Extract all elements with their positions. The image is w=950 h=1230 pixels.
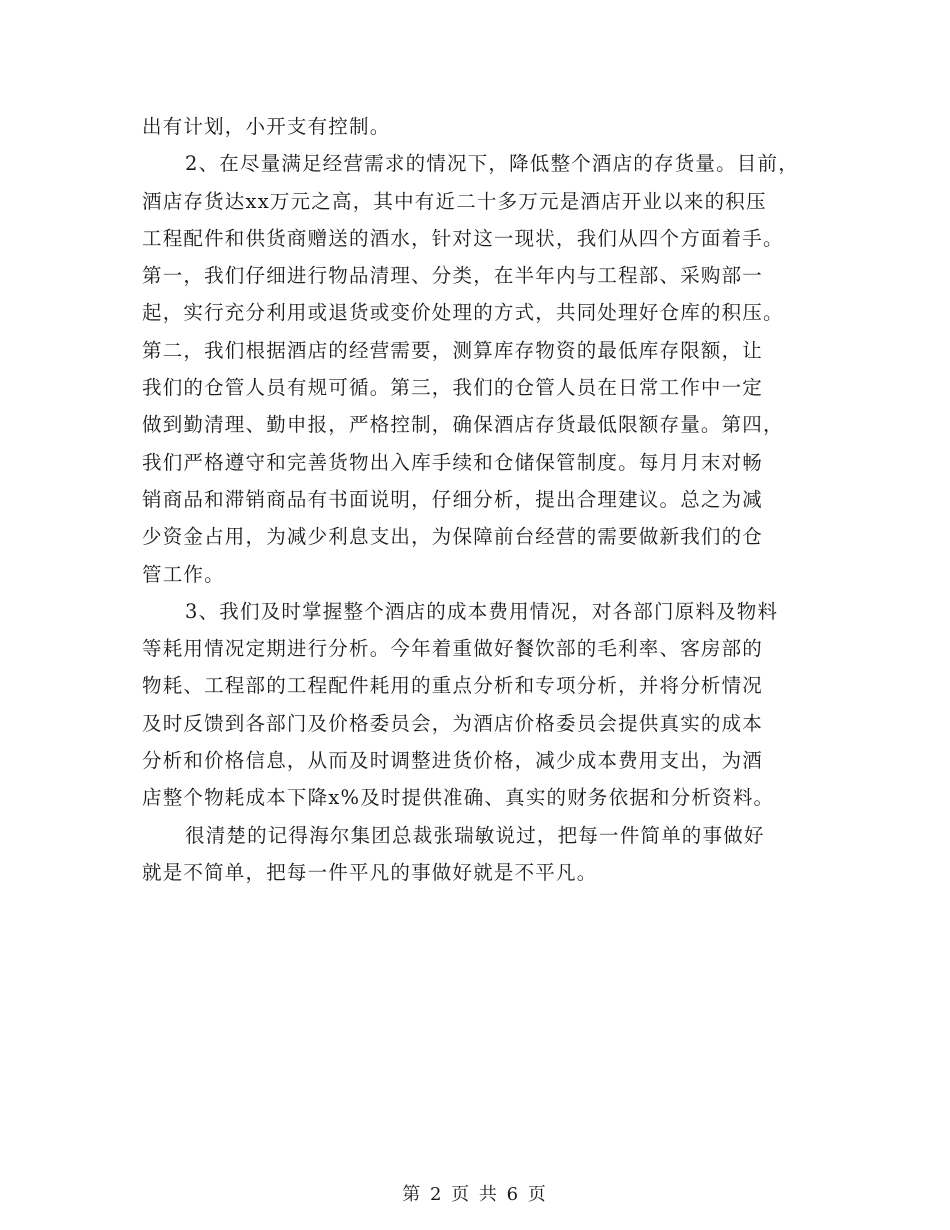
- text-line: 酒店存货达xx万元之高，其中有近二十多万元是酒店开业以来的积压: [142, 189, 767, 213]
- text-line: 我们严格遵守和完善货物出入库手续和仓储保管制度。每月月末对畅: [142, 450, 764, 474]
- text-line: 很清楚的记得海尔集团总裁张瑞敏说过，把每一件简单的事做好: [185, 823, 765, 847]
- text-line: 出有计划，小开支有控制。: [142, 115, 391, 138]
- text-line: 2、在尽量满足经营需求的情况下，降低整个酒店的存货量。目前，: [185, 152, 799, 176]
- text-line: 做到勤清理、勤申报，严格控制，确保酒店存货最低限额存量。第四，: [142, 413, 784, 437]
- text-line: 销商品和滞销商品有书面说明，仔细分析，提出合理建议。总之为减: [142, 487, 764, 511]
- text-line: 及时反馈到各部门及价格委员会，为酒店价格委员会提供真实的成本: [142, 711, 764, 735]
- text-line: 3、我们及时掌握整个酒店的成本费用情况，对各部门原料及物料: [185, 599, 779, 623]
- page-number-footer: 第 2 页 共 6 页: [402, 1184, 548, 1205]
- text-line: 管工作。: [142, 562, 225, 586]
- text-line: 等耗用情况定期进行分析。今年着重做好餐饮部的毛利率、客房部的: [142, 637, 764, 661]
- text-line: 物耗、工程部的工程配件耗用的重点分析和专项分析，并将分析情况: [142, 674, 764, 698]
- text-line: 工程配件和供货商赠送的酒水，针对这一现状，我们从四个方面着手。: [142, 226, 784, 250]
- body-text: [142, 108, 822, 891]
- text-line: 店整个物耗成本下降x%及时提供准确、真实的财务依据和分析资料。: [142, 786, 775, 810]
- text-line: 少资金占用，为减少利息支出，为保障前台经营的需要做新我们的仓: [142, 525, 764, 549]
- text-line: 第二，我们根据酒店的经营需要，测算库存物资的最低库存限额，让: [142, 338, 764, 362]
- text-line: 分析和价格信息，从而及时调整进货价格，减少成本费用支出，为酒: [142, 749, 764, 773]
- text-line: 就是不简单，把每一件平凡的事做好就是不平凡。: [142, 860, 598, 884]
- text-line: 第一，我们仔细进行物品清理、分类，在半年内与工程部、采购部一: [142, 264, 764, 288]
- text-line: 我们的仓管人员有规可循。第三，我们的仓管人员在日常工作中一定: [142, 376, 764, 400]
- text-line: 起，实行充分利用或退货或变价处理的方式，共同处理好仓库的积压。: [142, 301, 784, 325]
